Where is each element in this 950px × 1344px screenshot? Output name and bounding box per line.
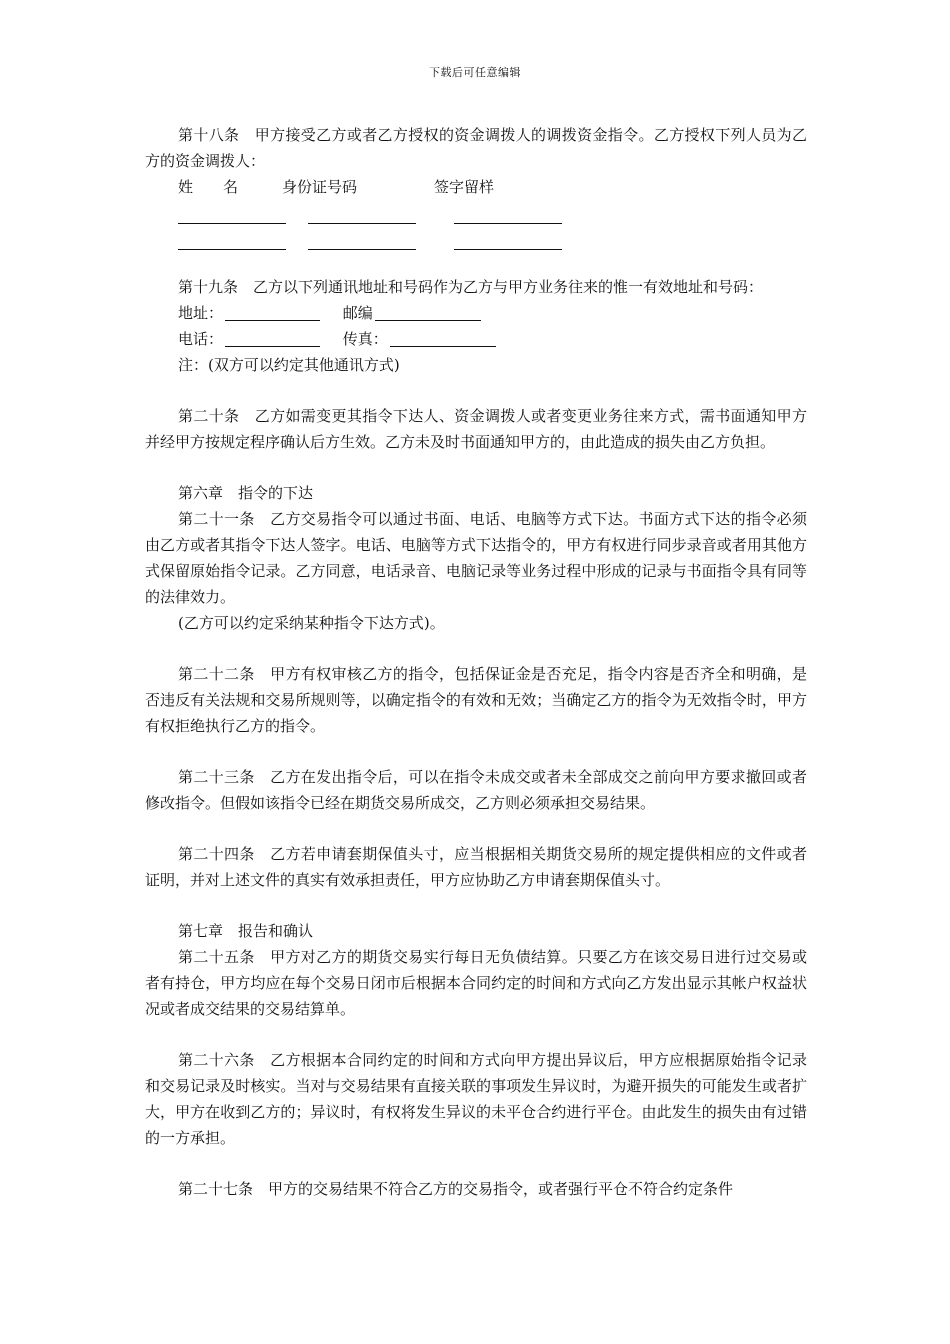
article-18: 第十八条 甲方接受乙方或者乙方授权的资金调拨人的调拨资金指令。乙方授权下列人员为乙方的资金调拨人： (145, 126, 807, 170)
address-blank[interactable] (225, 304, 320, 321)
article-24: 第二十四条 乙方若申请套期保值头寸，应当根据相关期货交易所的规定提供相应的文件或者证明，并对上述文件的真实有效承担责任，甲方应协助乙方申请套期保值头寸。 (145, 845, 807, 889)
document-body (145, 122, 807, 1202)
article-21: 第二十一条 乙方交易指令可以通过书面、电话、电脑等方式下达。书面方式下达的指令必须由乙方或者其指令下达人签字。电话、电脑等方式下达指令的，甲方有权进行同步录音或者用其他方式保留原始指令记录。乙方同意，电话录音、电脑记录等业务过程中形成的记录与书面指令具有同等的法律效力。 (145, 510, 807, 606)
signature-row (145, 200, 807, 226)
signature-table-header (145, 174, 807, 200)
blank-sign-2[interactable] (454, 233, 562, 250)
chapter-6-title: 第六章 指令的下达 (178, 484, 314, 502)
fax-label: 传真： (342, 330, 388, 348)
blank-name-2[interactable] (178, 233, 286, 250)
article-22: 第二十二条 甲方有权审核乙方的指令，包括保证金是否充足，指令内容是否齐全和明确，是否违反有关法规和交易所规则等，以确定指令的有效和无效；当确定乙方的指令为无效指令时，甲方有权拒绝执行乙方的指令。 (145, 665, 807, 735)
phone-label: 电话： (178, 330, 224, 348)
article-23: 第二十三条 乙方在发出指令后，可以在指令未成交或者未全部成交之前向甲方要求撤回或者修改指令。但假如该指令已经在期货交易所成交，乙方则必须承担交易结果。 (145, 768, 807, 812)
fax-blank[interactable] (390, 330, 496, 347)
address-line (145, 300, 807, 326)
chapter-7-title: 第七章 报告和确认 (178, 922, 314, 940)
article-27: 第二十七条 甲方的交易结果不符合乙方的交易指令，或者强行平仓不符合约定条件 (178, 1180, 734, 1198)
address-label: 地址： (178, 304, 224, 322)
col-signature: 签字留样 (434, 178, 495, 196)
col-name: 姓 名 (178, 178, 239, 196)
blank-sign-1[interactable] (454, 207, 562, 224)
postcode-blank[interactable] (375, 304, 481, 321)
article-19: 第十九条 乙方以下列通讯地址和号码作为乙方与甲方业务往来的惟一有效地址和号码： (178, 278, 764, 296)
article-25: 第二十五条 甲方对乙方的期货交易实行每日无负债结算。只要乙方在该交易日进行过交易或者有持仓，甲方均应在每个交易日闭市后根据本合同约定的时间和方式向乙方发出显示其帐户权益状况或者成交结果的交易结算单。 (145, 948, 807, 1018)
postcode-label: 邮编 (342, 304, 373, 322)
phone-blank[interactable] (225, 330, 320, 347)
article-20: 第二十条 乙方如需变更其指令下达人、资金调拨人或者变更业务往来方式，需书面通知甲方并经甲方按规定程序确认后方生效。乙方未及时书面通知甲方的，由此造成的损失由乙方负担。 (145, 407, 807, 451)
page-header: 下载后可任意编辑 (429, 66, 521, 79)
article-21-note: (乙方可以约定采纳某种指令下达方式)。 (178, 614, 445, 632)
blank-id-1[interactable] (308, 207, 416, 224)
blank-id-2[interactable] (308, 233, 416, 250)
blank-name-1[interactable] (178, 207, 286, 224)
signature-row (145, 226, 807, 252)
article-26: 第二十六条 乙方根据本合同约定的时间和方式向甲方提出异议后，甲方应根据原始指令记录和交易记录及时核实。当对与交易结果有直接关联的事项发生异议时，为避开损失的可能发生或者扩大，甲方在收到乙方的；异议时，有权将发生异议的未平仓合约进行平仓。由此发生的损失由有过错的一方承担。 (145, 1051, 807, 1147)
phone-line (145, 326, 807, 352)
col-id-number: 身份证号码 (282, 178, 358, 196)
contact-note: 注：(双方可以约定其他通讯方式) (178, 356, 400, 374)
